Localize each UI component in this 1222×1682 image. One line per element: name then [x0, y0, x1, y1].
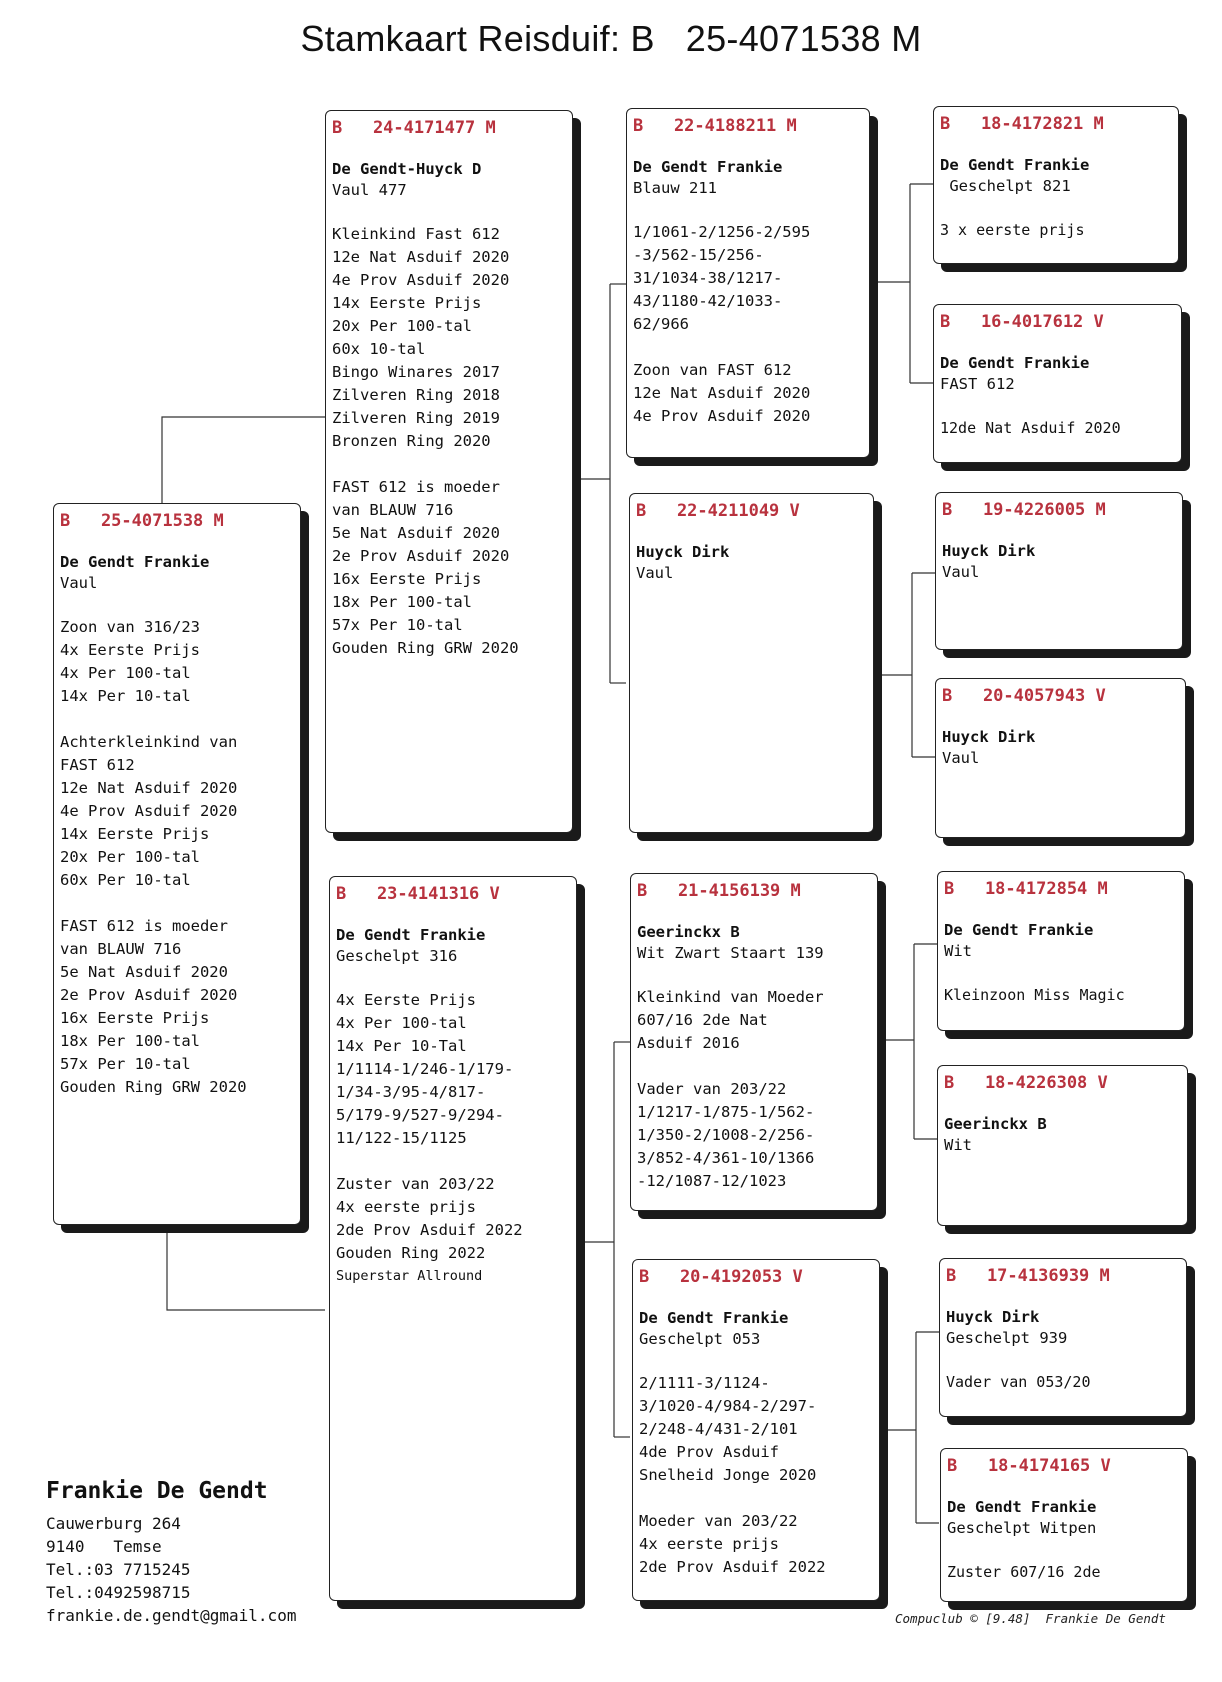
pigeon-name: Wit Zwart Staart 139	[637, 944, 824, 962]
note-line: Achterkleinkind van	[60, 733, 238, 751]
software-credit: Compuclub © [9.48] Frankie De Gendt	[895, 1611, 1166, 1626]
ring-number: B 18-4174165 V	[947, 1456, 1111, 1476]
pigeon-card-subject[interactable]	[53, 503, 301, 1225]
pigeon-name: Vaul	[60, 574, 98, 592]
note-line: Gouden Ring GRW 2020	[332, 639, 519, 657]
note-line: 2/1111-3/1124-	[639, 1374, 770, 1392]
note-spacer	[336, 1150, 570, 1173]
pigeon-card-mf[interactable]	[630, 873, 878, 1211]
note-line: 2e Prov Asduif 2020	[60, 986, 238, 1004]
note-line: Vader van 053/20	[946, 1373, 1091, 1391]
note-line: 2de Prov Asduif 2022	[336, 1221, 523, 1239]
pigeon-card-fm[interactable]	[629, 493, 874, 833]
note-line: 1/1217-1/875-1/562-	[637, 1103, 815, 1121]
note-line: Zuster van 203/22	[336, 1175, 495, 1193]
note-line: 14x Eerste Prijs	[60, 825, 210, 843]
pigeon-notes	[637, 986, 871, 1193]
pigeon-name: Vaul 477	[332, 181, 407, 199]
owner-name: De Gendt Frankie	[336, 926, 486, 944]
pigeon-card-mfm[interactable]	[937, 1065, 1188, 1226]
page-title: Stamkaart Reisduif: B 25-4071538 M	[300, 18, 922, 59]
pigeon-card-fmm[interactable]	[935, 678, 1186, 838]
ring-number: B 18-4226308 V	[944, 1073, 1108, 1093]
note-line: FAST 612 is moeder	[60, 917, 228, 935]
pigeon-notes	[336, 989, 570, 1288]
note-line: 43/1180-42/1033-	[633, 292, 783, 310]
breeder-phone: Tel.:03 7715245	[46, 1560, 191, 1579]
breeder-mobile: Tel.:0492598715	[46, 1583, 191, 1602]
ring-number: B 23-4141316 V	[336, 884, 500, 904]
ring-number: B 25-4071538 M	[60, 511, 224, 531]
note-line: 2de Prov Asduif 2022	[639, 1558, 826, 1576]
note-line: van BLAUW 716	[332, 501, 454, 519]
owner-name: De Gendt Frankie	[947, 1498, 1097, 1516]
note-line: Bronzen Ring 2020	[332, 432, 491, 450]
note-line: 4e Prov Asduif 2020	[633, 407, 811, 425]
note-line: Zuster 607/16 2de	[947, 1563, 1101, 1581]
note-line: Zoon van FAST 612	[633, 361, 792, 379]
note-line: 3 x eerste prijs	[940, 221, 1085, 239]
owner-name: De Gendt Frankie	[940, 354, 1090, 372]
pigeon-name: Blauw 211	[633, 179, 717, 197]
ring-number: B 16-4017612 V	[940, 312, 1104, 332]
pigeon-notes	[332, 223, 566, 660]
owner-name: De Gendt Frankie	[639, 1309, 789, 1327]
note-line: 12e Nat Asduif 2020	[332, 248, 510, 266]
pigeon-card-ff[interactable]	[626, 108, 870, 458]
pigeon-notes	[633, 221, 863, 428]
note-line: 16x Eerste Prijs	[60, 1009, 210, 1027]
pigeon-card-mm[interactable]	[632, 1259, 880, 1601]
note-line: 18x Per 100-tal	[60, 1032, 200, 1050]
note-line: 57x Per 10-tal	[332, 616, 463, 634]
pigeon-card-ffm[interactable]	[933, 304, 1182, 463]
note-line: 4e Prov Asduif 2020	[60, 802, 238, 820]
pigeon-notes	[940, 417, 1175, 439]
pigeon-card-father[interactable]	[325, 110, 573, 833]
owner-name: Huyck Dirk	[942, 542, 1036, 560]
note-line: 5/179-9/527-9/294-	[336, 1106, 504, 1124]
note-line: 14x Per 10-tal	[60, 687, 191, 705]
note-line: 12e Nat Asduif 2020	[633, 384, 811, 402]
owner-name: De Gendt Frankie	[60, 553, 210, 571]
note-spacer	[332, 453, 566, 476]
note-line: 12de Nat Asduif 2020	[940, 419, 1121, 437]
note-line: 4x Eerste Prijs	[336, 991, 476, 1009]
note-line: Vader van 203/22	[637, 1080, 787, 1098]
ring-number: B 20-4057943 V	[942, 686, 1106, 706]
note-line: 1/1114-1/246-1/179-	[336, 1060, 514, 1078]
ring-number: B 18-4172821 M	[940, 114, 1104, 134]
ring-number: B 24-4171477 M	[332, 118, 496, 138]
note-line: 1/350-2/1008-2/256-	[637, 1126, 815, 1144]
note-line: 57x Per 10-tal	[60, 1055, 191, 1073]
note-line: 607/16 2de Nat	[637, 1011, 768, 1029]
pigeon-card-fff[interactable]	[933, 106, 1179, 264]
note-line: 20x Per 100-tal	[332, 317, 472, 335]
pigeon-notes	[944, 984, 1178, 1006]
pigeon-notes	[60, 616, 294, 1099]
pigeon-name: Vaul	[942, 749, 980, 767]
pigeon-name: Geschelpt 821	[940, 177, 1071, 195]
owner-name: De Gendt-Huyck D	[332, 160, 482, 178]
breeder-email[interactable]: frankie.de.gendt@gmail.com	[46, 1606, 297, 1625]
note-line: 12e Nat Asduif 2020	[60, 779, 238, 797]
note-spacer	[639, 1487, 873, 1510]
owner-name: Geerinckx B	[637, 923, 740, 941]
ring-number: B 22-4188211 M	[633, 116, 797, 136]
note-line: 60x Per 10-tal	[60, 871, 191, 889]
note-line: 4x Per 100-tal	[336, 1014, 467, 1032]
ring-number: B 21-4156139 M	[637, 881, 801, 901]
note-line: 4x Eerste Prijs	[60, 641, 200, 659]
note-line: 1/34-3/95-4/817-	[336, 1083, 486, 1101]
breeder-contact	[46, 1476, 296, 1627]
note-line: Zoon van 316/23	[60, 618, 200, 636]
note-line: -3/562-15/256-	[633, 246, 764, 264]
pigeon-name: Vaul	[636, 564, 674, 582]
note-spacer	[633, 336, 863, 359]
note-line: Zilveren Ring 2018	[332, 386, 500, 404]
note-line: 16x Eerste Prijs	[332, 570, 482, 588]
note-line: van BLAUW 716	[60, 940, 182, 958]
pigeon-notes	[947, 1561, 1181, 1583]
pigeon-card-fmf[interactable]	[935, 492, 1183, 650]
note-line: 31/1034-38/1217-	[633, 269, 783, 287]
note-line: 1/1061-2/1256-2/595	[633, 223, 811, 241]
note-line: 3/852-4/361-10/1366	[637, 1149, 815, 1167]
ring-number: B 22-4211049 V	[636, 501, 800, 521]
note-line: Kleinkind Fast 612	[332, 225, 500, 243]
ring-number: B 20-4192053 V	[639, 1267, 803, 1287]
note-line: 2/248-4/431-2/101	[639, 1420, 798, 1438]
note-line: Snelheid Jonge 2020	[639, 1466, 817, 1484]
pigeon-card-mmf[interactable]	[939, 1258, 1187, 1417]
ring-number: B 17-4136939 M	[946, 1266, 1110, 1286]
note-line: Moeder van 203/22	[639, 1512, 798, 1530]
pigeon-name: FAST 612	[940, 375, 1015, 393]
note-line: Bingo Winares 2017	[332, 363, 500, 381]
breeder-city: 9140 Temse	[46, 1537, 162, 1556]
note-line: Asduif 2016	[637, 1034, 740, 1052]
note-line: 4de Prov Asduif	[639, 1443, 779, 1461]
pigeon-notes	[946, 1371, 1180, 1393]
pigeon-card-mother[interactable]	[329, 876, 577, 1601]
note-line: 4x eerste prijs	[639, 1535, 779, 1553]
note-line: 62/966	[633, 315, 689, 333]
note-line: 5e Nat Asduif 2020	[60, 963, 228, 981]
note-line: 14x Per 10-Tal	[336, 1037, 467, 1055]
note-line: 20x Per 100-tal	[60, 848, 200, 866]
note-line: FAST 612	[60, 756, 135, 774]
note-line: 3/1020-4/984-2/297-	[639, 1397, 817, 1415]
note-line: 5e Nat Asduif 2020	[332, 524, 500, 542]
pigeon-name: Wit	[944, 1136, 972, 1154]
note-line: Gouden Ring GRW 2020	[60, 1078, 247, 1096]
note-line: Kleinkind van Moeder	[637, 988, 824, 1006]
note-line: 4x Per 100-tal	[60, 664, 191, 682]
note-line: 60x 10-tal	[332, 340, 426, 358]
pigeon-name: Geschelpt 939	[946, 1329, 1068, 1347]
pigeon-card-mff[interactable]	[937, 871, 1185, 1031]
ring-number: B 19-4226005 M	[942, 500, 1106, 520]
note-line: -12/1087-12/1023	[637, 1172, 787, 1190]
note-line: Gouden Ring 2022	[336, 1244, 486, 1262]
owner-name: De Gendt Frankie	[940, 156, 1090, 174]
pigeon-name: Geschelpt Witpen	[947, 1519, 1097, 1537]
breeder-address: Cauwerburg 264	[46, 1514, 181, 1533]
note-line: 11/122-15/1125	[336, 1129, 467, 1147]
owner-name: Huyck Dirk	[946, 1308, 1040, 1326]
pigeon-notes	[639, 1372, 873, 1579]
ring-number: B 18-4172854 M	[944, 879, 1108, 899]
note-line: 4e Prov Asduif 2020	[332, 271, 510, 289]
note-line: 18x Per 100-tal	[332, 593, 472, 611]
owner-name: Huyck Dirk	[636, 543, 730, 561]
note-spacer	[637, 1055, 871, 1078]
note-line: FAST 612 is moeder	[332, 478, 500, 496]
pigeon-name: Vaul	[942, 563, 980, 581]
owner-name: Huyck Dirk	[942, 728, 1036, 746]
owner-name: De Gendt Frankie	[944, 921, 1094, 939]
pigeon-name: Geschelpt 053	[639, 1330, 761, 1348]
note-line: Superstar Allround	[336, 1268, 483, 1284]
note-line: 4x eerste prijs	[336, 1198, 476, 1216]
note-line: 2e Prov Asduif 2020	[332, 547, 510, 565]
note-spacer	[60, 708, 294, 731]
pigeon-card-mmm[interactable]	[940, 1448, 1188, 1602]
note-line: 14x Eerste Prijs	[332, 294, 482, 312]
note-line: Zilveren Ring 2019	[332, 409, 500, 427]
note-spacer	[60, 892, 294, 915]
owner-name: Geerinckx B	[944, 1115, 1047, 1133]
pigeon-name: Geschelpt 316	[336, 947, 458, 965]
pigeon-name: Wit	[944, 942, 972, 960]
breeder-name: Frankie De Gendt	[46, 1478, 268, 1504]
pigeon-notes	[940, 219, 1172, 241]
owner-name: De Gendt Frankie	[633, 158, 783, 176]
note-line: Kleinzoon Miss Magic	[944, 986, 1125, 1004]
